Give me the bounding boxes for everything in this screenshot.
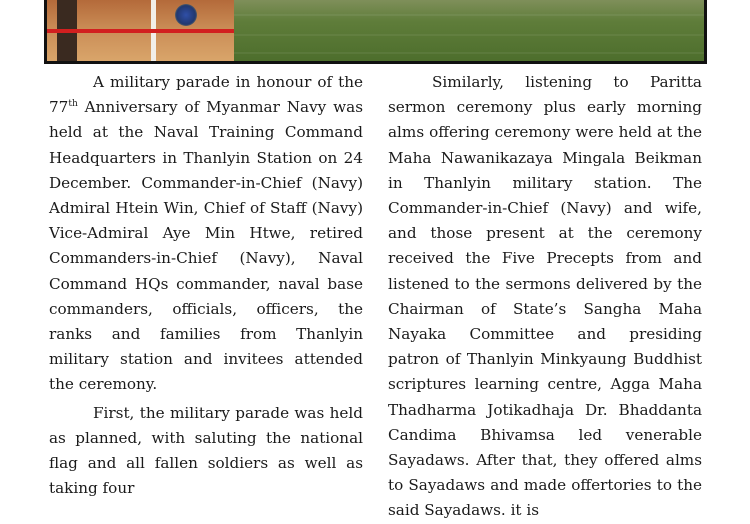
red-bunting <box>47 29 234 55</box>
grass-stripe <box>234 14 704 16</box>
left-text-column <box>49 70 363 501</box>
navy-emblem-icon <box>175 4 197 26</box>
photo-frame <box>44 0 707 64</box>
left-paragraph-2: First, the military parade was held as planned, with saluting the national flag and all fallen soldiers as well as taking four <box>49 403 363 498</box>
left-paragraph-1: A military parade in honour of the 77th Anniversary of Myanmar Navy was held at the Naval Training Command Headquarters in Thanlyin Station on 24 December. Commander-in-Chief (Navy) Admiral Htein Win, Chief of Staff (Navy) Vice-Admiral Aye Min Htwe, retired Commanders-in-Chief (Navy), Naval Command HQs commander, naval base commanders, officials, officers, the ranks and families from Thanlyin military station and invitees attended the ceremony. <box>49 73 363 394</box>
parade-ground-image <box>234 0 704 61</box>
right-paragraph-1: Similarly, listening to Paritta sermon ceremony plus early morning alms offering ceremony were held at the Maha Nawanikazaya Mingala Beikman in Thanlyin military station. The Commander-in-Chief (Navy) and wife, and those present at the ceremony received the Five Precepts from and listened to the sermons delivered by the Chairman of State’s Sangha Maha Nayaka Committee and presiding patron of Thanlyin Minkyaung Buddhist scriptures learning centre, Agga Maha Thadharma Jotikadhaja Dr. Bhaddanta Candima Bhivamsa led venerable Sayadaws. After that, they offered alms to Sayadaws and made offertories to the said Sayadaws. it is <box>388 73 702 520</box>
ceremony-dais-image <box>47 0 234 61</box>
grass-stripe <box>234 52 704 54</box>
right-text-column <box>388 70 702 524</box>
grass-stripe <box>234 34 704 36</box>
